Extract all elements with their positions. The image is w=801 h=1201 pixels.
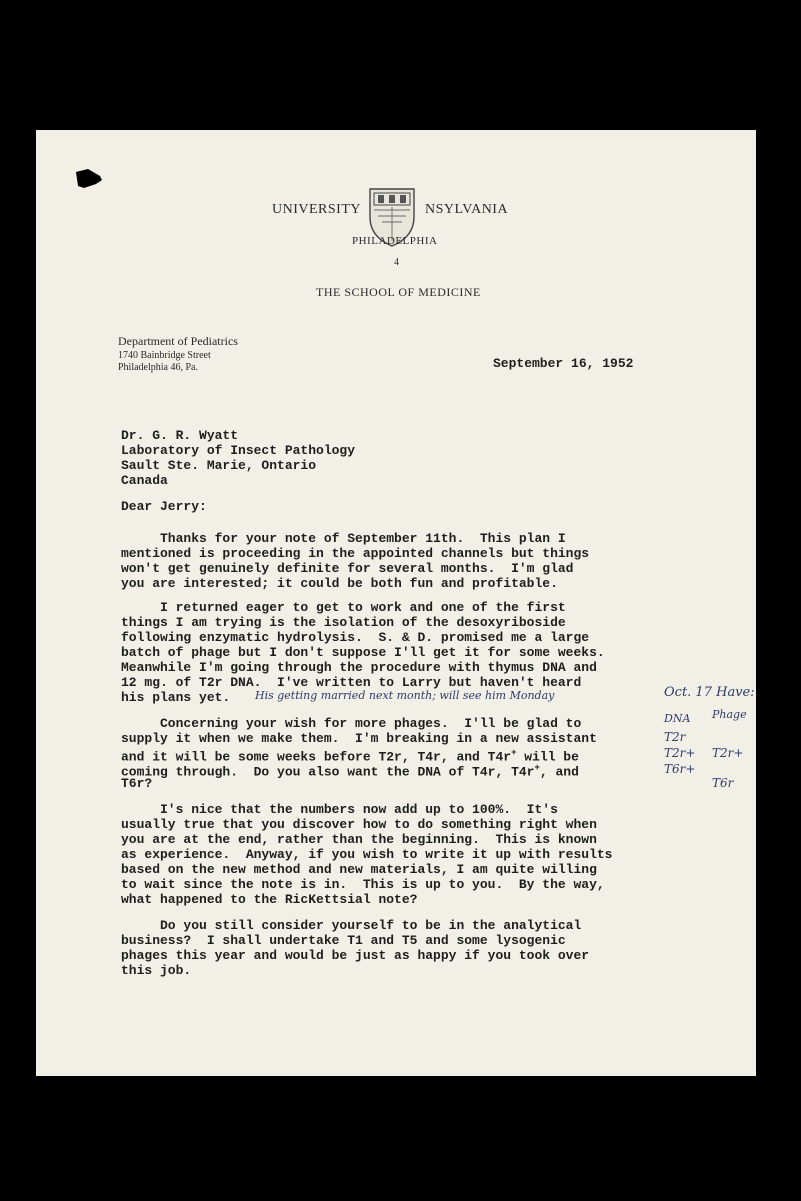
margin-note-heading: Oct. 17 Have: — [664, 685, 755, 700]
p2-line: things I am trying is the isolation of the desoxyriboside — [121, 615, 566, 630]
number-marker: 4 — [394, 257, 399, 268]
p3-line: and it will be some weeks before T2r, T4r, and T4r+ will be — [121, 748, 579, 765]
p2-line: 12 mg. of T2r DNA. I've written to Larry but haven't heard — [121, 675, 582, 690]
margin-note-col2-item: T2r+ — [712, 746, 744, 760]
p3-line: T6r? — [121, 776, 153, 791]
university-name-left: UNIVERSITY — [272, 202, 361, 217]
handwritten-insert: His getting married next month; will see him Monday — [255, 689, 555, 702]
p3-line: coming through. Do you also want the DNA of T4r, T4r+, and — [121, 763, 579, 780]
p4-line: as experience. Anyway, if you wish to write it up with results — [121, 847, 613, 862]
p4-line: to wait since the note is in. This is up to you. By the way, — [121, 877, 605, 892]
p3-line: Concerning your wish for more phages. I'll be glad to — [121, 716, 582, 731]
p2-line: batch of phage but I don't suppose I'll get it for some weeks. — [121, 645, 605, 660]
p1-line: you are interested; it could be both fun and profitable. — [121, 576, 558, 591]
p4-line: I's nice that the numbers now add up to 100%. It's — [121, 802, 558, 817]
p4-line: what happened to the RicKettsial note? — [121, 892, 418, 907]
p4-line: based on the new method and new materials, I am quite willing — [121, 862, 597, 877]
school-name: THE SCHOOL OF MEDICINE — [316, 285, 481, 299]
department-street: 1740 Bainbridge Street — [118, 350, 211, 361]
city-name: PHILADELPHIA — [352, 235, 438, 247]
salutation: Dear Jerry: — [121, 499, 207, 514]
p5-line: Do you still consider yourself to be in the analytical — [121, 918, 582, 933]
department-city: Philadelphia 46, Pa. — [118, 362, 198, 373]
margin-note-col1-item: T6r+ — [664, 762, 696, 776]
recipient-org: Laboratory of Insect Pathology — [121, 443, 356, 458]
recipient-city: Sault Ste. Marie, Ontario — [121, 458, 317, 473]
university-name-right: NSYLVANIA — [425, 202, 509, 217]
recipient-name: Dr. G. R. Wyatt — [121, 428, 239, 443]
p3-line: supply it when we make them. I'm breaking in a new assistant — [121, 731, 597, 746]
margin-note-col1-item: T2r+ — [664, 746, 696, 760]
margin-note-col1-item: T2r — [664, 730, 686, 744]
p4-line: usually true that you discover how to do something right when — [121, 817, 597, 832]
recipient-country: Canada — [121, 473, 168, 488]
p1-line: won't get genuinely definite for several months. I'm glad — [121, 561, 574, 576]
p4-line: you are at the end, rather than the beginning. This is known — [121, 832, 597, 847]
department-name: Department of Pediatrics — [118, 334, 238, 348]
margin-note-col1-head: DNA — [664, 712, 691, 725]
margin-note-col2-item: T6r — [712, 776, 734, 790]
margin-note-col2-head: Phage — [712, 708, 747, 721]
p2-line: following enzymatic hydrolysis. S. & D. promised me a large — [121, 630, 590, 645]
p2-line: his plans yet. — [121, 690, 231, 705]
p2-line: Meanwhile I'm going through the procedure with thymus DNA and — [121, 660, 597, 675]
paper-clip-mark — [74, 168, 104, 190]
p1-line: mentioned is proceeding in the appointed channels but things — [121, 546, 590, 561]
p5-line: phages this year and would be just as happy if you took over — [121, 948, 590, 963]
p5-line: this job. — [121, 963, 192, 978]
p1-line: Thanks for your note of September 11th. This plan I — [121, 531, 566, 546]
letter-date: September 16, 1952 — [493, 356, 634, 371]
p5-line: business? I shall undertake T1 and T5 and some lysogenic — [121, 933, 566, 948]
p2-line: I returned eager to get to work and one of the first — [121, 600, 566, 615]
